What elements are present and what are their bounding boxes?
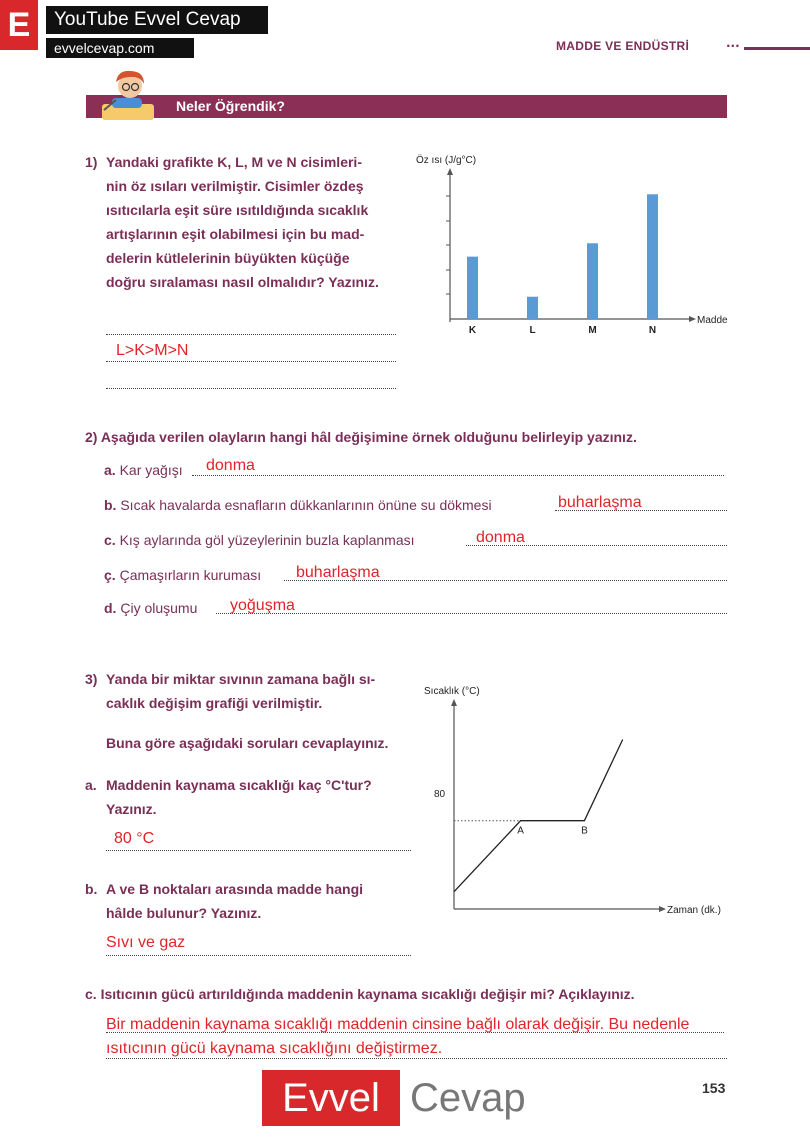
- answer-line: [106, 334, 396, 335]
- question-3c-answer-line-2: ısıtıcının gücü kaynama sıcaklığını değiştirmez.: [106, 1040, 443, 1057]
- item-text: Sıcak havalarda esnafların dükkanlarının önüne su dökmesi: [120, 497, 492, 513]
- item-letter: c.: [104, 532, 116, 548]
- bar-l: [527, 297, 538, 319]
- question-3-line: Yanda bir miktar sıvının zamana bağlı sı-: [106, 671, 376, 687]
- brand-badge: E: [0, 0, 38, 50]
- chart-y-axis-arrow-icon: [451, 699, 457, 706]
- banner-title: Neler Öğrendik?: [176, 98, 285, 114]
- question-2-item-a: [104, 462, 183, 478]
- question-2-answer-cedilla: buharlaşma: [296, 564, 380, 581]
- question-2-answer-c: donma: [476, 529, 525, 546]
- question-3b-line: hâlde bulunur? Yazınız.: [106, 905, 262, 921]
- item-text: Çiy oluşumu: [120, 600, 198, 616]
- question-3-number: 3): [85, 671, 98, 687]
- item-text: Çamaşırların kuruması: [119, 567, 262, 583]
- question-2-answer-a: donma: [206, 457, 255, 474]
- question-3: [85, 667, 415, 715]
- chart-x-axis-label: Madde: [697, 315, 728, 326]
- question-3a-line: Yazınız.: [106, 801, 157, 817]
- chart-x-axis-label: Zaman (dk.): [667, 905, 721, 916]
- question-1-number: 1): [85, 154, 98, 170]
- answer-line: [106, 1058, 727, 1059]
- section-divider: [744, 47, 810, 50]
- question-3b-line: A ve B noktaları arasında madde hangi: [106, 881, 364, 897]
- question-2-title: 2) Aşağıda verilen olayların hangi hâl değişimine örnek olduğunu belirleyip yazınız.: [85, 429, 637, 445]
- question-1-line: ısıtıcılarla eşit süre ısıtıldığında sıcaklık: [106, 202, 369, 218]
- x-tick-label-n: N: [648, 325, 657, 336]
- question-1-line: nin öz ısıları verilmiştir. Cisimler özdeş: [106, 178, 364, 194]
- chart-y-tick-label: 80: [434, 789, 446, 800]
- question-3b-answer: Sıvı ve gaz: [106, 934, 186, 951]
- question-3-line: caklık değişim grafiği verilmiştir.: [106, 695, 323, 711]
- section-title: MADDE VE ENDÜSTRİ: [556, 39, 690, 53]
- question-1-answer: L>K>M>N: [116, 342, 189, 359]
- site-label: evvelcevap.com: [46, 38, 194, 58]
- question-2-answer-d: yoğuşma: [230, 597, 295, 614]
- question-2-answer-b: buharlaşma: [558, 494, 642, 511]
- question-1: [85, 150, 405, 294]
- point-label-b: B: [581, 825, 588, 837]
- question-3a-line: Maddenin kaynama sıcaklığı kaç °C'tur?: [106, 777, 372, 793]
- answer-line: [106, 955, 411, 956]
- item-text: Kış aylarında göl yüzeylerinin buzla kaplanması: [119, 532, 415, 548]
- question-3c: [85, 982, 725, 1006]
- temperature-line: [454, 740, 623, 892]
- x-tick-label-k: K: [468, 325, 477, 336]
- question-3a-answer: 80 °C: [114, 830, 155, 847]
- question-2-item-c: [104, 532, 415, 548]
- question-3a: [85, 773, 415, 821]
- bar-k: [467, 257, 478, 319]
- question-3c-text: Isıtıcının gücü artırıldığında maddenin kaynama sıcaklığı değişir mi? Açıklayınız.: [100, 986, 635, 1002]
- x-tick-label-m: M: [588, 325, 597, 336]
- bar-n: [647, 194, 658, 319]
- question-3b: [85, 877, 415, 925]
- question-3a-letter: a.: [85, 777, 97, 793]
- item-letter: ç.: [104, 567, 116, 583]
- question-1-line: Yandaki grafikte K, L, M ve N cisimleri-: [106, 154, 362, 170]
- x-tick-label-l: L: [529, 325, 536, 336]
- item-text: Kar yağışı: [119, 462, 183, 478]
- chart-y-axis-label: Öz ısı (J/g°C): [416, 155, 477, 166]
- question-2-item-b: [104, 497, 492, 513]
- answer-line: [192, 475, 724, 476]
- specific-heat-chart: [410, 148, 740, 348]
- chart-y-axis-label: Sıcaklık (°C): [424, 686, 480, 697]
- cevap-logo: Cevap: [410, 1076, 526, 1120]
- question-2-item-cedilla: [104, 567, 261, 583]
- question-1-line: doğru sıralaması nasıl olmalıdır? Yazınız.: [106, 274, 379, 290]
- bar-m: [587, 243, 598, 319]
- page-number: 153: [702, 1080, 726, 1096]
- youtube-channel-label: YouTube Evvel Cevap: [46, 6, 268, 34]
- question-3b-letter: b.: [85, 881, 98, 897]
- item-letter: b.: [104, 497, 117, 513]
- item-letter: d.: [104, 600, 117, 616]
- answer-line: [106, 388, 396, 389]
- question-3-instruction: Buna göre aşağıdaki soruları cevaplayınız.: [106, 735, 389, 751]
- question-3c-answer-line-1: Bir maddenin kaynama sıcaklığı maddenin cinsine bağlı olarak değişir. Bu nedenle: [106, 1016, 690, 1033]
- question-1-line: delerin kütlelerinin büyükten küçüğe: [106, 250, 350, 266]
- chart-x-axis-arrow-icon: [689, 316, 696, 322]
- item-letter: a.: [104, 462, 116, 478]
- temperature-time-chart: [420, 680, 740, 920]
- student-illustration-icon: [94, 66, 160, 126]
- chart-y-axis-arrow-icon: [447, 168, 453, 175]
- question-2-item-d: [104, 600, 197, 616]
- point-label-a: A: [517, 825, 524, 837]
- question-3c-letter: c.: [85, 986, 97, 1002]
- answer-line: [106, 361, 396, 362]
- section-dots: ...: [726, 36, 740, 50]
- chart-x-axis-arrow-icon: [659, 906, 666, 912]
- answer-line: [106, 850, 411, 851]
- evvel-logo: Evvel: [262, 1070, 400, 1126]
- question-1-line: artışlarının eşit olabilmesi için bu mad-: [106, 226, 365, 242]
